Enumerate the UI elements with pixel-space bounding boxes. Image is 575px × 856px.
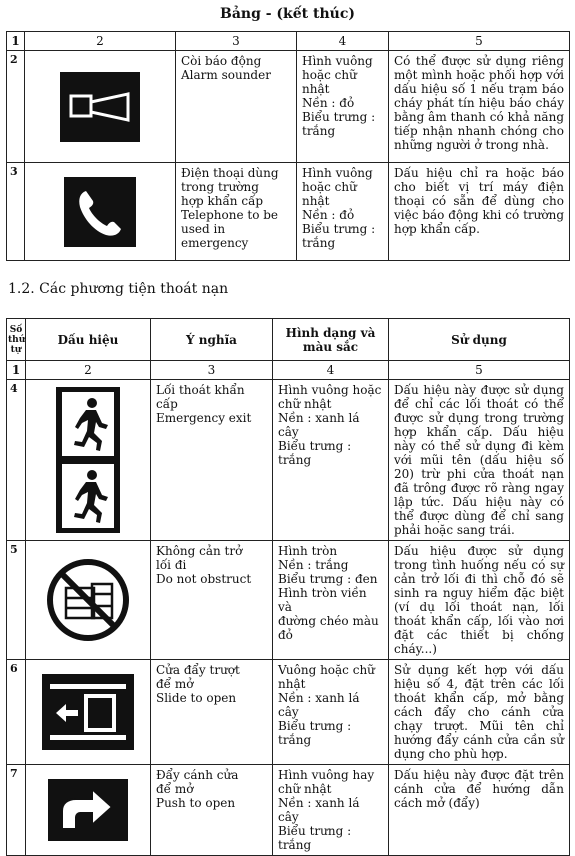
shape-color-cell — [273, 660, 389, 765]
meaning-line: Push to open — [156, 796, 236, 810]
usage-cell: Dấu hiệu này được sử dụng để chỉ các lối thoát có thể được sử dụng trong trường hợp khẩn cấp. Dấu hiệu này có thể sử dụng đi kèm với mũi tên (dấu hiệu số 20) trừ phi cửa thoát nạn đã trông được rõ ràng ngay lập tức. Dấu hiệu này có thể được dùng để chỉ sang phải hoặc sang trái. — [389, 380, 570, 541]
table-row — [7, 163, 570, 261]
header-meaning: Ý nghĩa — [151, 319, 273, 361]
section-heading: 1.2. Các phương tiện thoát nạn — [8, 281, 229, 297]
usage-cell: Dấu hiệu được sử dụng trong tình huống nếu có sự cản trở lối đi thì chỗ đó sẽ sinh ra nguy hiểm đặc biệt (ví dụ lối thoát nạn, lối thoát khẩn cấp, lối vào nơi đặt các thiết bị chống cháy...) — [389, 541, 570, 660]
sign-cell — [26, 765, 151, 856]
col-number: 5 — [389, 361, 570, 380]
shape-color-cell — [273, 380, 389, 541]
shape-line: Biểu trưng : — [302, 222, 376, 236]
col-number: 2 — [26, 361, 151, 380]
usage-cell: Dấu hiệu chỉ ra hoặc báo cho biết vị trí máy điện thoại có sẵn để dùng cho việc báo động khi có trường hợp khẩn cấp. — [389, 163, 570, 261]
sign-cell — [25, 163, 176, 261]
shape-line: Hình tròn — [278, 544, 338, 558]
row-number: 5 — [7, 541, 26, 660]
sign-cell — [26, 541, 151, 660]
table-title: Bảng - (kết thúc) — [220, 6, 355, 22]
shape-line: hoặc chữ nhật — [302, 68, 357, 96]
shape-line: đỏ — [278, 628, 293, 642]
table-row — [7, 51, 570, 163]
do-not-obstruct-icon — [46, 558, 130, 642]
row-number: 2 — [7, 51, 25, 163]
col-number: 2 — [25, 32, 176, 51]
usage-cell: Dấu hiệu này được đặt trên cánh cửa để hướng dẫn cách mở (đẩy) — [389, 765, 570, 856]
usage-cell: Sử dụng kết hợp với dấu hiệu số 4, đặt trên các lối thoát khẩn cấp, mở bằng cách đẩy cho cánh cửa chạy trượt. Mũi tên chỉ hướng đẩy cánh cửa cần sử dụng cho phù hợp. — [389, 660, 570, 765]
meaning-line: Không cản trở — [156, 544, 243, 558]
slide-to-open-icon — [42, 674, 134, 750]
meaning-line: Telephone to be — [181, 208, 279, 222]
col-number: 5 — [389, 32, 570, 51]
shape-line: đường chéo màu — [278, 614, 379, 628]
meaning-line: để mở — [156, 677, 194, 691]
shape-line: Hình vuông — [302, 54, 373, 68]
table-row — [7, 541, 570, 660]
meaning-line: Do not obstruct — [156, 572, 252, 586]
meaning-line: Slide to open — [156, 691, 237, 705]
meaning-cell — [151, 541, 273, 660]
meaning-line: Còi báo động — [181, 54, 262, 68]
shape-line: hoặc chữ nhật — [302, 180, 357, 208]
meaning-line: hợp khẩn cấp — [181, 194, 264, 208]
shape-color-cell — [297, 163, 389, 261]
shape-line: Hình vuông hoặc — [278, 383, 382, 397]
shape-line: Hình tròn viền và — [278, 586, 367, 614]
meaning-line: Lối thoát khẩn cấp — [156, 383, 245, 411]
header-no: Số thứ tự — [7, 319, 26, 361]
col-number: 1 — [7, 361, 26, 380]
meaning-line: Điện thoại dùng — [181, 166, 279, 180]
meaning-cell — [151, 380, 273, 541]
signs-table-continued — [6, 31, 570, 261]
table-row — [7, 765, 570, 856]
sign-cell — [25, 51, 176, 163]
shape-line: Biểu trưng : trắng — [278, 824, 352, 852]
shape-line: Biểu trưng : đen — [278, 572, 378, 586]
table-row — [7, 660, 570, 765]
shape-line: Nền : đỏ — [302, 208, 355, 222]
emergency-exit-running-man-icon — [56, 387, 120, 533]
col-number: 3 — [176, 32, 297, 51]
col-number: 4 — [297, 32, 389, 51]
row-number: 4 — [7, 380, 26, 541]
shape-line: Biểu trưng : trắng — [278, 439, 352, 467]
shape-color-cell — [273, 541, 389, 660]
push-to-open-icon — [48, 779, 128, 841]
shape-line: Hình vuông — [302, 166, 373, 180]
meaning-cell — [151, 660, 273, 765]
sign-cell — [26, 380, 151, 541]
shape-line: Biểu trưng : — [302, 110, 376, 124]
meaning-line: Emergency exit — [156, 411, 252, 425]
header-row — [7, 319, 570, 361]
meaning-cell — [176, 51, 297, 163]
shape-line: chữ nhật — [278, 397, 332, 411]
meaning-line: Alarm sounder — [181, 68, 271, 82]
shape-line: Hình vuông hay — [278, 768, 375, 782]
row-number: 3 — [7, 163, 25, 261]
header-sign: Dấu hiệu — [26, 319, 151, 361]
meaning-line: lối đi — [156, 558, 187, 572]
shape-line: trắng — [302, 124, 336, 138]
table-row — [7, 380, 570, 541]
shape-line: trắng — [302, 236, 336, 250]
escape-means-table — [6, 318, 570, 856]
shape-line: Nền : xanh lá cây — [278, 796, 360, 824]
column-number-row — [7, 32, 570, 51]
column-number-row — [7, 361, 570, 380]
meaning-line: used in emergency — [181, 222, 249, 250]
shape-line: Nền : xanh lá cây — [278, 691, 360, 719]
alarm-sounder-icon — [60, 72, 140, 142]
meaning-cell — [151, 765, 273, 856]
shape-line: Nền : trắng — [278, 558, 349, 572]
shape-line: Nền : đỏ — [302, 96, 355, 110]
shape-color-cell — [273, 765, 389, 856]
meaning-line: để mở — [156, 782, 194, 796]
row-number: 7 — [7, 765, 26, 856]
shape-line: Vuông hoặc chữ — [278, 663, 375, 677]
header-usage: Sử dụng — [389, 319, 570, 361]
shape-color-cell — [297, 51, 389, 163]
col-number: 3 — [151, 361, 273, 380]
meaning-line: trong trường — [181, 180, 259, 194]
meaning-line: Đẩy cánh cửa — [156, 768, 239, 782]
shape-line: nhật — [278, 677, 306, 691]
meaning-cell — [176, 163, 297, 261]
sign-cell — [26, 660, 151, 765]
row-number: 6 — [7, 660, 26, 765]
col-number: 1 — [7, 32, 25, 51]
telephone-icon — [64, 177, 136, 247]
shape-line: Biểu trưng : trắng — [278, 719, 352, 747]
header-shape: Hình dạng và màu sắc — [273, 319, 389, 361]
meaning-line: Cửa đẩy trượt — [156, 663, 240, 677]
usage-cell: Có thể được sử dụng riêng một mình hoặc phối hợp với dấu hiệu số 1 nếu trạm báo cháy phát tín hiệu báo cháy bằng âm thanh có khả năng tiếp nhận nhanh chóng cho những người ở trong nhà. — [389, 51, 570, 163]
shape-line: Nền : xanh lá cây — [278, 411, 360, 439]
col-number: 4 — [273, 361, 389, 380]
shape-line: chữ nhật — [278, 782, 332, 796]
